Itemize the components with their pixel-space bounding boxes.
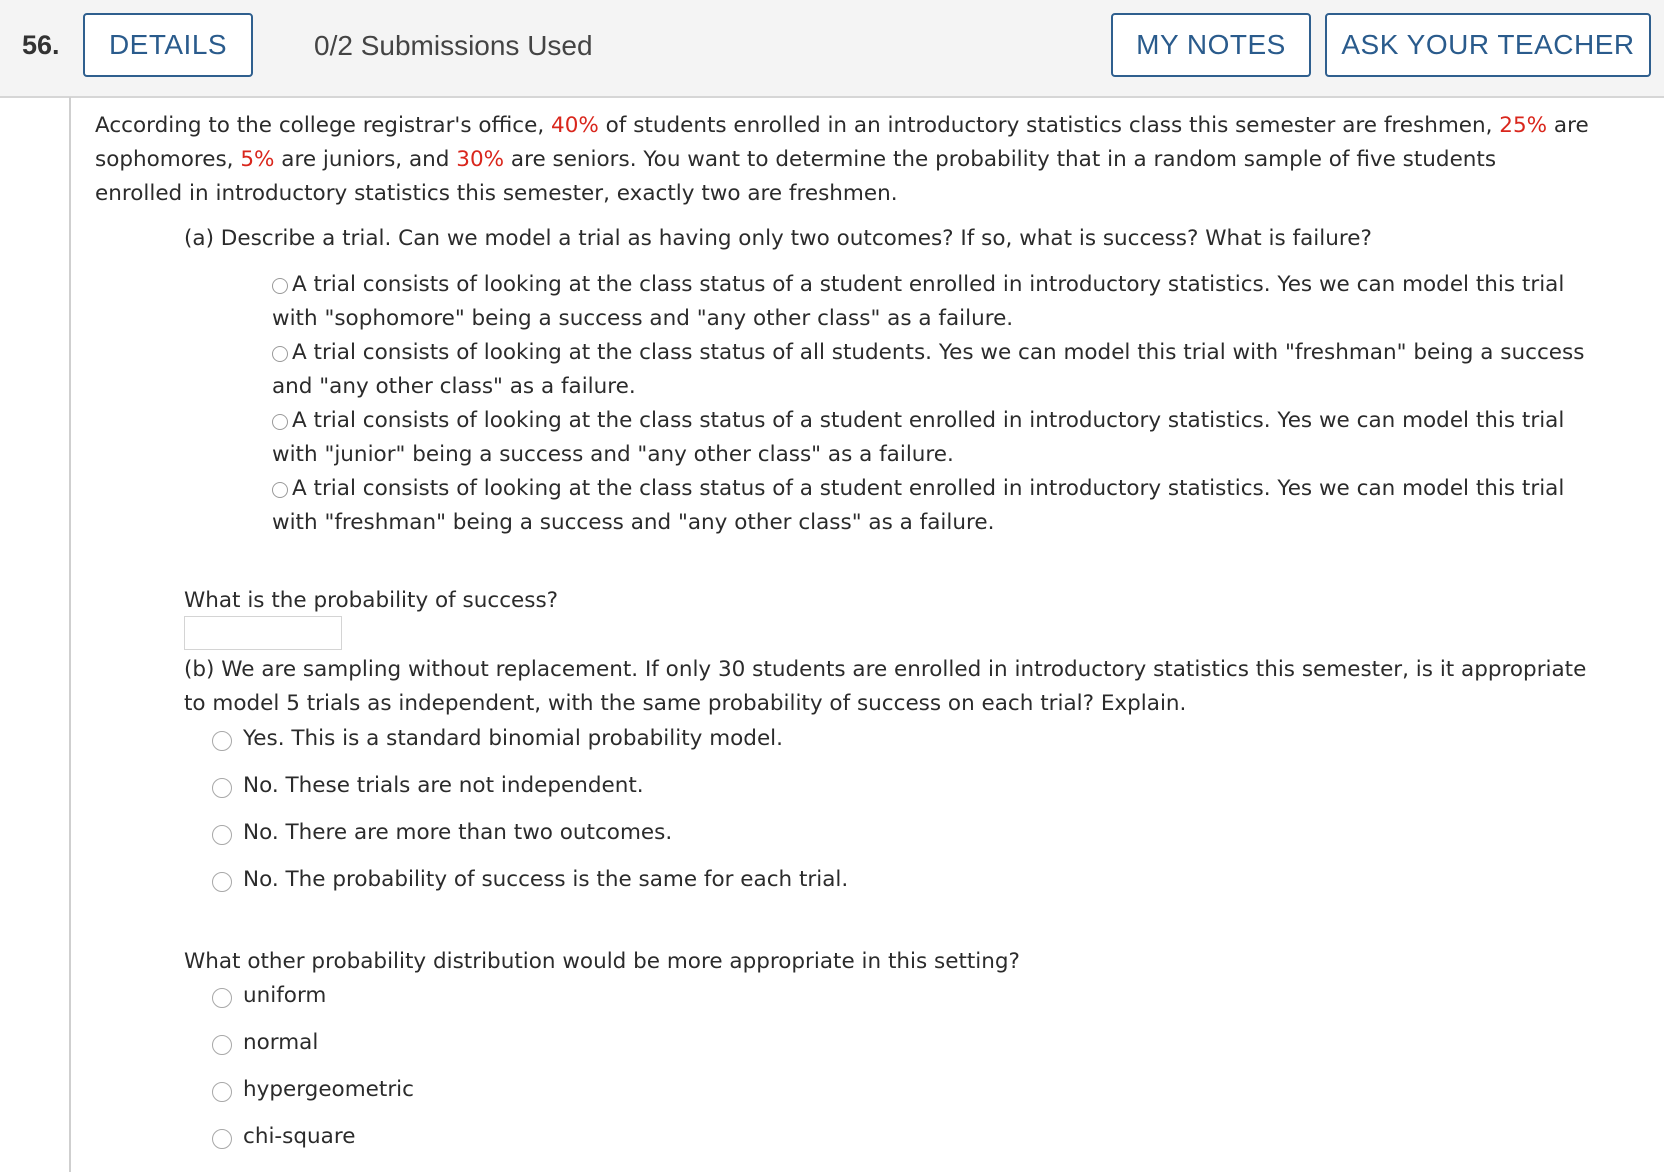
part-a-option-1-radio[interactable] xyxy=(272,278,288,294)
intro-line-3: enrolled in introductory statistics this semester, exactly two are freshmen. xyxy=(95,181,898,206)
intro-line-2 xyxy=(95,143,1496,177)
pct-freshmen: 40% xyxy=(551,113,599,138)
intro-text: According to the college registrar's office, xyxy=(95,113,552,138)
details-button[interactable]: DETAILS xyxy=(83,13,253,77)
my-notes-button[interactable]: MY NOTES xyxy=(1111,13,1311,77)
part-b-option-3-label: No. There are more than two outcomes. xyxy=(243,820,673,845)
part-a-option-2-radio[interactable] xyxy=(272,346,288,362)
distribution-option-hypergeometric-radio[interactable] xyxy=(212,1082,232,1102)
distribution-option-chi-square-radio[interactable] xyxy=(212,1129,232,1149)
part-a-option-4-label: A trial consists of looking at the class status of a student enrolled in introductory statistics. Yes we can model this trial xyxy=(292,476,1565,501)
intro-text: are xyxy=(1547,113,1589,138)
intro-text: of students enrolled in an introductory statistics class this semester are freshmen, xyxy=(598,113,1500,138)
part-b-option-1-label: Yes. This is a standard binomial probability model. xyxy=(243,726,783,751)
left-divider xyxy=(69,97,71,1172)
distribution-question: What other probability distribution would be more appropriate in this setting? xyxy=(184,949,1020,974)
part-b-option-2-radio[interactable] xyxy=(212,778,232,798)
intro-text: sophomores, xyxy=(95,147,241,172)
part-b-option-2-label: No. These trials are not independent. xyxy=(243,773,644,798)
distribution-option-normal-radio[interactable] xyxy=(212,1035,232,1055)
intro-line-1 xyxy=(95,109,1589,143)
distribution-option-chi-square-label: chi-square xyxy=(243,1124,356,1149)
part-a-option-4-label-cont: with "freshman" being a success and "any other class" as a failure. xyxy=(272,510,995,535)
part-a-option-3-label: A trial consists of looking at the class status of a student enrolled in introductory statistics. Yes we can model this trial xyxy=(292,408,1565,433)
probability-answer-input[interactable] xyxy=(184,616,342,650)
part-a-option-1-label: A trial consists of looking at the class status of a student enrolled in introductory statistics. Yes we can model this trial xyxy=(292,272,1565,297)
part-a-option-2-label-cont: and "any other class" as a failure. xyxy=(272,374,636,399)
part-b-option-4-radio[interactable] xyxy=(212,872,232,892)
part-a-question: (a) Describe a trial. Can we model a trial as having only two outcomes? If so, what is success? What is failure? xyxy=(184,226,1372,251)
distribution-option-uniform-label: uniform xyxy=(243,983,327,1008)
submissions-status: 0/2 Submissions Used xyxy=(314,30,593,61)
part-b-option-3-radio[interactable] xyxy=(212,825,232,845)
distribution-option-normal-label: normal xyxy=(243,1030,319,1055)
pct-juniors: 5% xyxy=(240,147,275,172)
pct-seniors: 30% xyxy=(456,147,505,172)
pct-sophomores: 25% xyxy=(1499,113,1548,138)
distribution-option-uniform-radio[interactable] xyxy=(212,988,232,1008)
part-a-option-2-label: A trial consists of looking at the class status of all students. Yes we can model this trial with "freshman" being a success xyxy=(292,340,1585,365)
part-a-option-3-label-cont: with "junior" being a success and "any other class" as a failure. xyxy=(272,442,954,467)
question-number: 56. xyxy=(22,30,60,60)
distribution-option-hypergeometric-label: hypergeometric xyxy=(243,1077,414,1102)
intro-text: are seniors. You want to determine the probability that in a random sample of five students xyxy=(504,147,1497,172)
part-a-option-3-radio[interactable] xyxy=(272,414,288,430)
intro-text: are juniors, and xyxy=(274,147,457,172)
part-b-option-4-label: No. The probability of success is the same for each trial. xyxy=(243,867,849,892)
part-b-option-1-radio[interactable] xyxy=(212,731,232,751)
part-a-option-1-label-cont: with "sophomore" being a success and "any other class" as a failure. xyxy=(272,306,1014,331)
part-b-question-line-2: to model 5 trials as independent, with the same probability of success on each trial? Explain. xyxy=(184,691,1187,716)
question-header xyxy=(0,0,1664,98)
ask-teacher-button[interactable]: ASK YOUR TEACHER xyxy=(1325,13,1651,77)
part-b-question-line-1: (b) We are sampling without replacement. If only 30 students are enrolled in introductory statistics this semester, is it appropriate xyxy=(184,657,1587,682)
probability-question: What is the probability of success? xyxy=(184,588,559,613)
part-a-option-4-radio[interactable] xyxy=(272,482,288,498)
